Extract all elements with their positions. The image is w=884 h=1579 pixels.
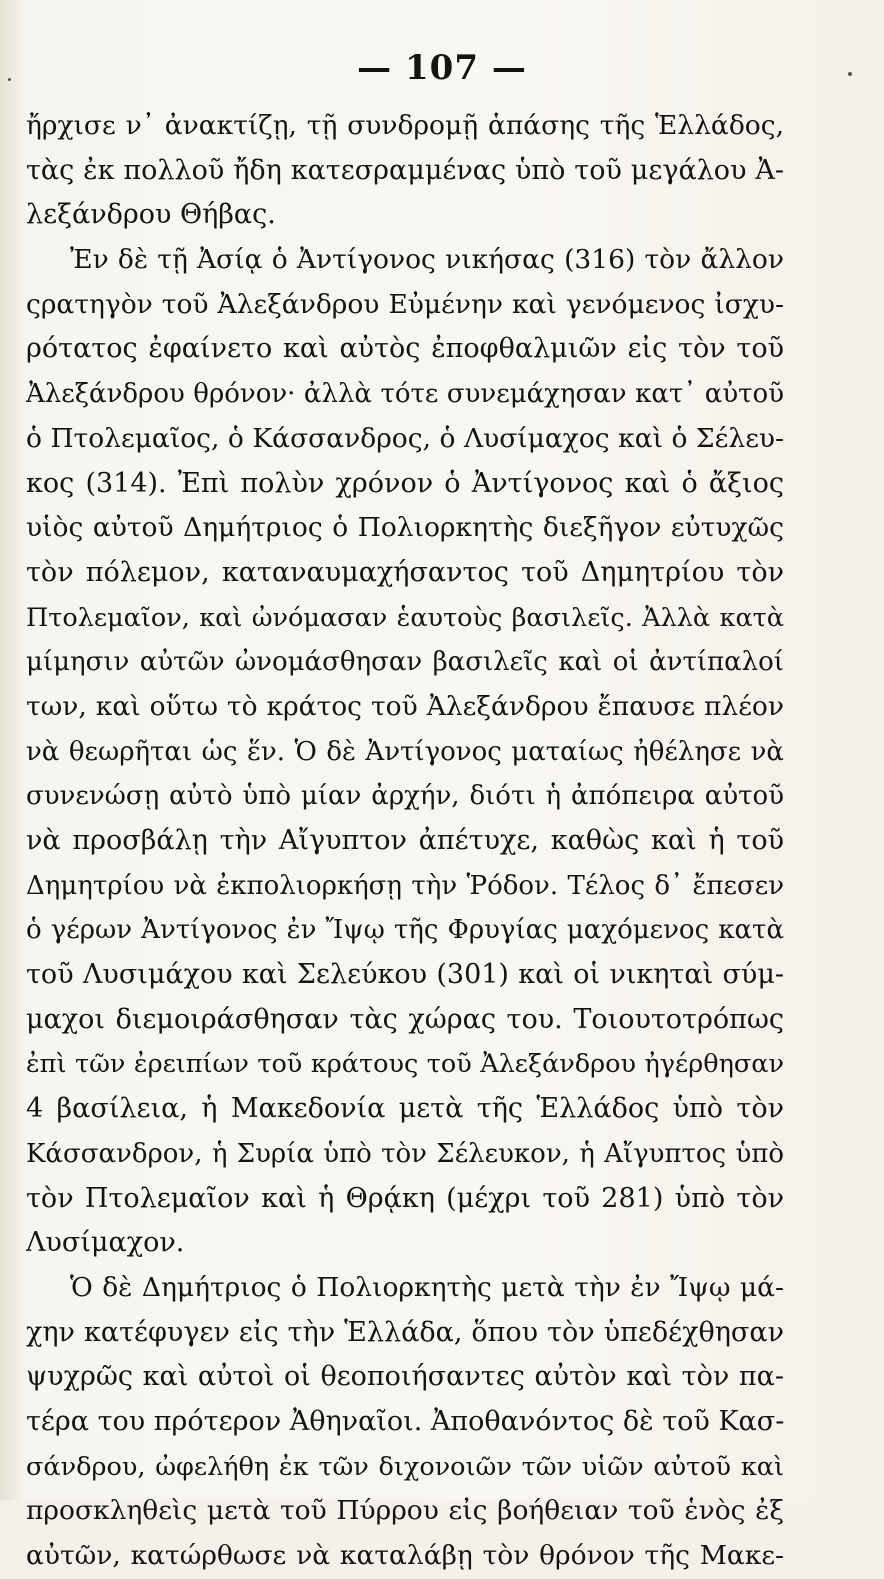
text-line: ψυχρῶς καὶ αὐτοὶ οἱ θεοποιήσαντες αὐτὸν καὶ τὸν πα- xyxy=(26,1361,784,1393)
text-line: τὸν πόλεμον, καταναυμαχήσαντος τοῦ Δημητρίου τὸν xyxy=(26,556,784,588)
text-line: νὰ προσβάλῃ τὴν Αἴγυπτον ἀπέτυχε, καθὼς καὶ ἡ τοῦ xyxy=(26,825,784,856)
text-line: ἐπὶ τῶν ἐρειπίων τοῦ κράτους τοῦ Ἀλεξάνδρου ἠγέρθησαν xyxy=(26,1049,784,1080)
text-line: χην κατέφυγεν εἰς τὴν Ἑλλάδα, ὅπου τὸν ὑπεδέχθησαν xyxy=(26,1316,784,1348)
text-line: Δημητρίου νὰ ἐκπολιορκήσῃ τὴν Ῥόδον. Τέλος δ᾽ ἔπεσεν xyxy=(26,870,784,901)
text-line: Κάσσανδρον, ἡ Συρία ὑπὸ τὸν Σέλευκον, ἡ Αἴγυπτος ὑπὸ xyxy=(26,1138,784,1169)
text-line: Ἀλεξάνδρου θρόνον· ἀλλὰ τότε συνεμάχησαν κατ᾽ αὐτοῦ xyxy=(26,379,784,410)
text-line: τὸν Πτολεμαῖον καὶ ἡ Θρᾴκη (μέχρι τοῦ 281) ὑπὸ τὸν xyxy=(26,1182,784,1214)
text-line: Λυσίμαχον. xyxy=(26,1227,185,1259)
text-line: κος (314). Ἐπὶ πολὺν χρόνον ὁ Ἀντίγονος καὶ ὁ ἄξιος xyxy=(26,467,784,499)
text-line: μίμησιν αὐτῶν ὠνομάσθησαν βασιλεῖς καὶ οἱ ἀντίπαλοί xyxy=(26,647,784,678)
body-text xyxy=(26,104,784,1579)
text-line: αὐτῶν, κατώρθωσε νὰ καταλάβῃ τὸν θρόνον τῆς Μακε- xyxy=(26,1540,784,1571)
text-line: ὁ γέρων Ἀντίγονος ἐν Ἴψῳ τῆς Φρυγίας μαχόμενος κατὰ xyxy=(26,915,784,946)
page-number: — 107 — xyxy=(357,48,527,88)
text-line: νὰ θεωρῆται ὡς ἕν. Ὁ δὲ Ἀντίγονος ματαίως ἠθέλησε νὰ xyxy=(26,736,784,767)
text-line: Ὁ δὲ Δημήτριος ὁ Πολιορκητὴς μετὰ τὴν ἐν Ἴψῳ μά- xyxy=(70,1271,784,1303)
ink-speck xyxy=(848,72,852,76)
text-line: Πτολεμαῖον, καὶ ὠνόμασαν ἑαυτοὺς βασιλεῖς. Ἀλλὰ κατὰ xyxy=(26,602,784,633)
text-line: συνενώσῃ αὐτὸ ὑπὸ μίαν ἀρχήν, διότι ἡ ἀπόπειρα αὐτοῦ xyxy=(26,781,784,812)
text-line: λεξάνδρου Θήβας. xyxy=(26,199,276,231)
text-line: Ἐν δὲ τῇ Ἀσίᾳ ὁ Ἀντίγονος νικήσας (316) τὸν ἄλλον xyxy=(70,244,784,276)
text-line: των, καὶ οὕτω τὸ κράτος τοῦ Ἀλεξάνδρου ἔπαυσε πλέον xyxy=(26,690,784,722)
text-line: τέρα του πρότερον Ἀθηναῖοι. Ἀποθανόντος δὲ τοῦ Κασ- xyxy=(26,1405,784,1437)
text-line: τοῦ Λυσιμάχου καὶ Σελεύκου (301) καὶ οἱ νικηταὶ σύμ- xyxy=(26,959,784,991)
text-line: προσκληθεὶς μετὰ τοῦ Πύρρου εἰς βοήθειαν τοῦ ἑνὸς ἐξ xyxy=(26,1495,784,1527)
text-line: ὁ Πτολεμαῖος, ὁ Κάσσανδρος, ὁ Λυσίμαχος καὶ ὁ Σέλευ- xyxy=(26,422,784,454)
ink-speck xyxy=(8,78,11,81)
text-line: 4 βασίλεια, ἡ Μακεδονία μετὰ τῆς Ἑλλάδος ὑπὸ τὸν xyxy=(26,1093,784,1125)
text-line: σάνδρου, ὠφελήθη ἐκ τῶν διχονοιῶν τῶν υἱῶν αὐτοῦ καὶ xyxy=(26,1451,784,1482)
text-line: τὰς ἐκ πολλοῦ ἤδη κατεσραμμένας ὑπὸ τοῦ μεγάλου Ἀ- xyxy=(26,154,784,186)
text-line: ςρατηγὸν τοῦ Ἀλεξάνδρου Εὐμένην καὶ γενόμενος ἰσχυ- xyxy=(26,288,784,320)
text-line: υἱὸς αὐτοῦ Δημήτριος ὁ Πολιορκητὴς διεξῆγον εὐτυχῶς xyxy=(26,512,784,544)
text-line: μαχοι διεμοιράσθησαν τὰς χώρας του. Τοιουτοτρόπως xyxy=(26,1003,784,1035)
text-line: ρότατος ἐφαίνετο καὶ αὐτὸς ἐποφθαλμιῶν εἰς τὸν τοῦ xyxy=(26,333,784,365)
text-line: ἤρχισε ν᾽ ἀνακτίζῃ, τῇ συνδρομῇ ἁπάσης τῆς Ἑλλάδος, xyxy=(26,110,784,141)
